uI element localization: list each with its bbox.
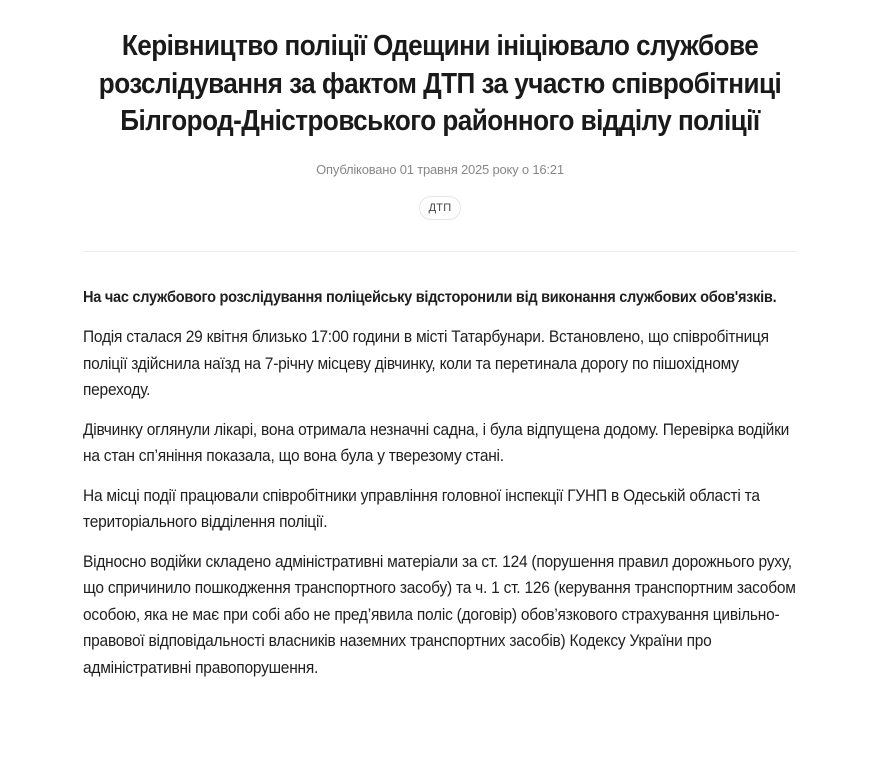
tag-dtp[interactable]: ДТП — [419, 196, 462, 220]
article-body — [83, 285, 797, 682]
article-paragraph-3: На місці події працювали співробітники управління головної інспекції ГУНП в Одеській області та територіального відділення поліції. — [83, 486, 760, 531]
publication-date: Опубліковано 01 травня 2025 року о 16:21 — [316, 161, 564, 177]
article-paragraph-4: Відносно водійки складено адміністративні матеріали за ст. 124 (порушення правил дорожнього руху, що спричинило пошкодження транспортного засобу) та ч. 1 ст. 126 (керування транспортним засобом особою, яка не має при собі або не пред’явила поліс (договір) обов’язкового страхування цивільно-правової відповідальності власників наземних транспортних засобів) Кодексу України про адміністративні правопорушення. — [83, 552, 796, 677]
article-paragraph-1: Подія сталася 29 квітня близько 17:00 години в місті Татарбунари. Встановлено, що співробітниця поліції здійснила наїзд на 7-річну місцеву дівчинку, коли та перетинала дорогу по пішохідному переходу. — [83, 328, 769, 399]
news-article — [83, 0, 797, 681]
article-title: Керівництво поліції Одещини ініціювало службове розслідування за фактом ДТП за участю співробітниці Білгород-Дністровського районного відділу поліції — [98, 30, 782, 137]
tag-list — [83, 196, 797, 220]
article-paragraph-2: Дівчинку оглянули лікарі, вона отримала незначні садна, і була відпущена додому. Перевірка водійки на стан сп’яніння показала, що вона була у тверезому стані. — [83, 420, 790, 465]
article-lead: На час службового розслідування поліцейську відсторонили від виконання службових обов'язків. — [83, 288, 777, 306]
header-divider — [83, 251, 797, 252]
